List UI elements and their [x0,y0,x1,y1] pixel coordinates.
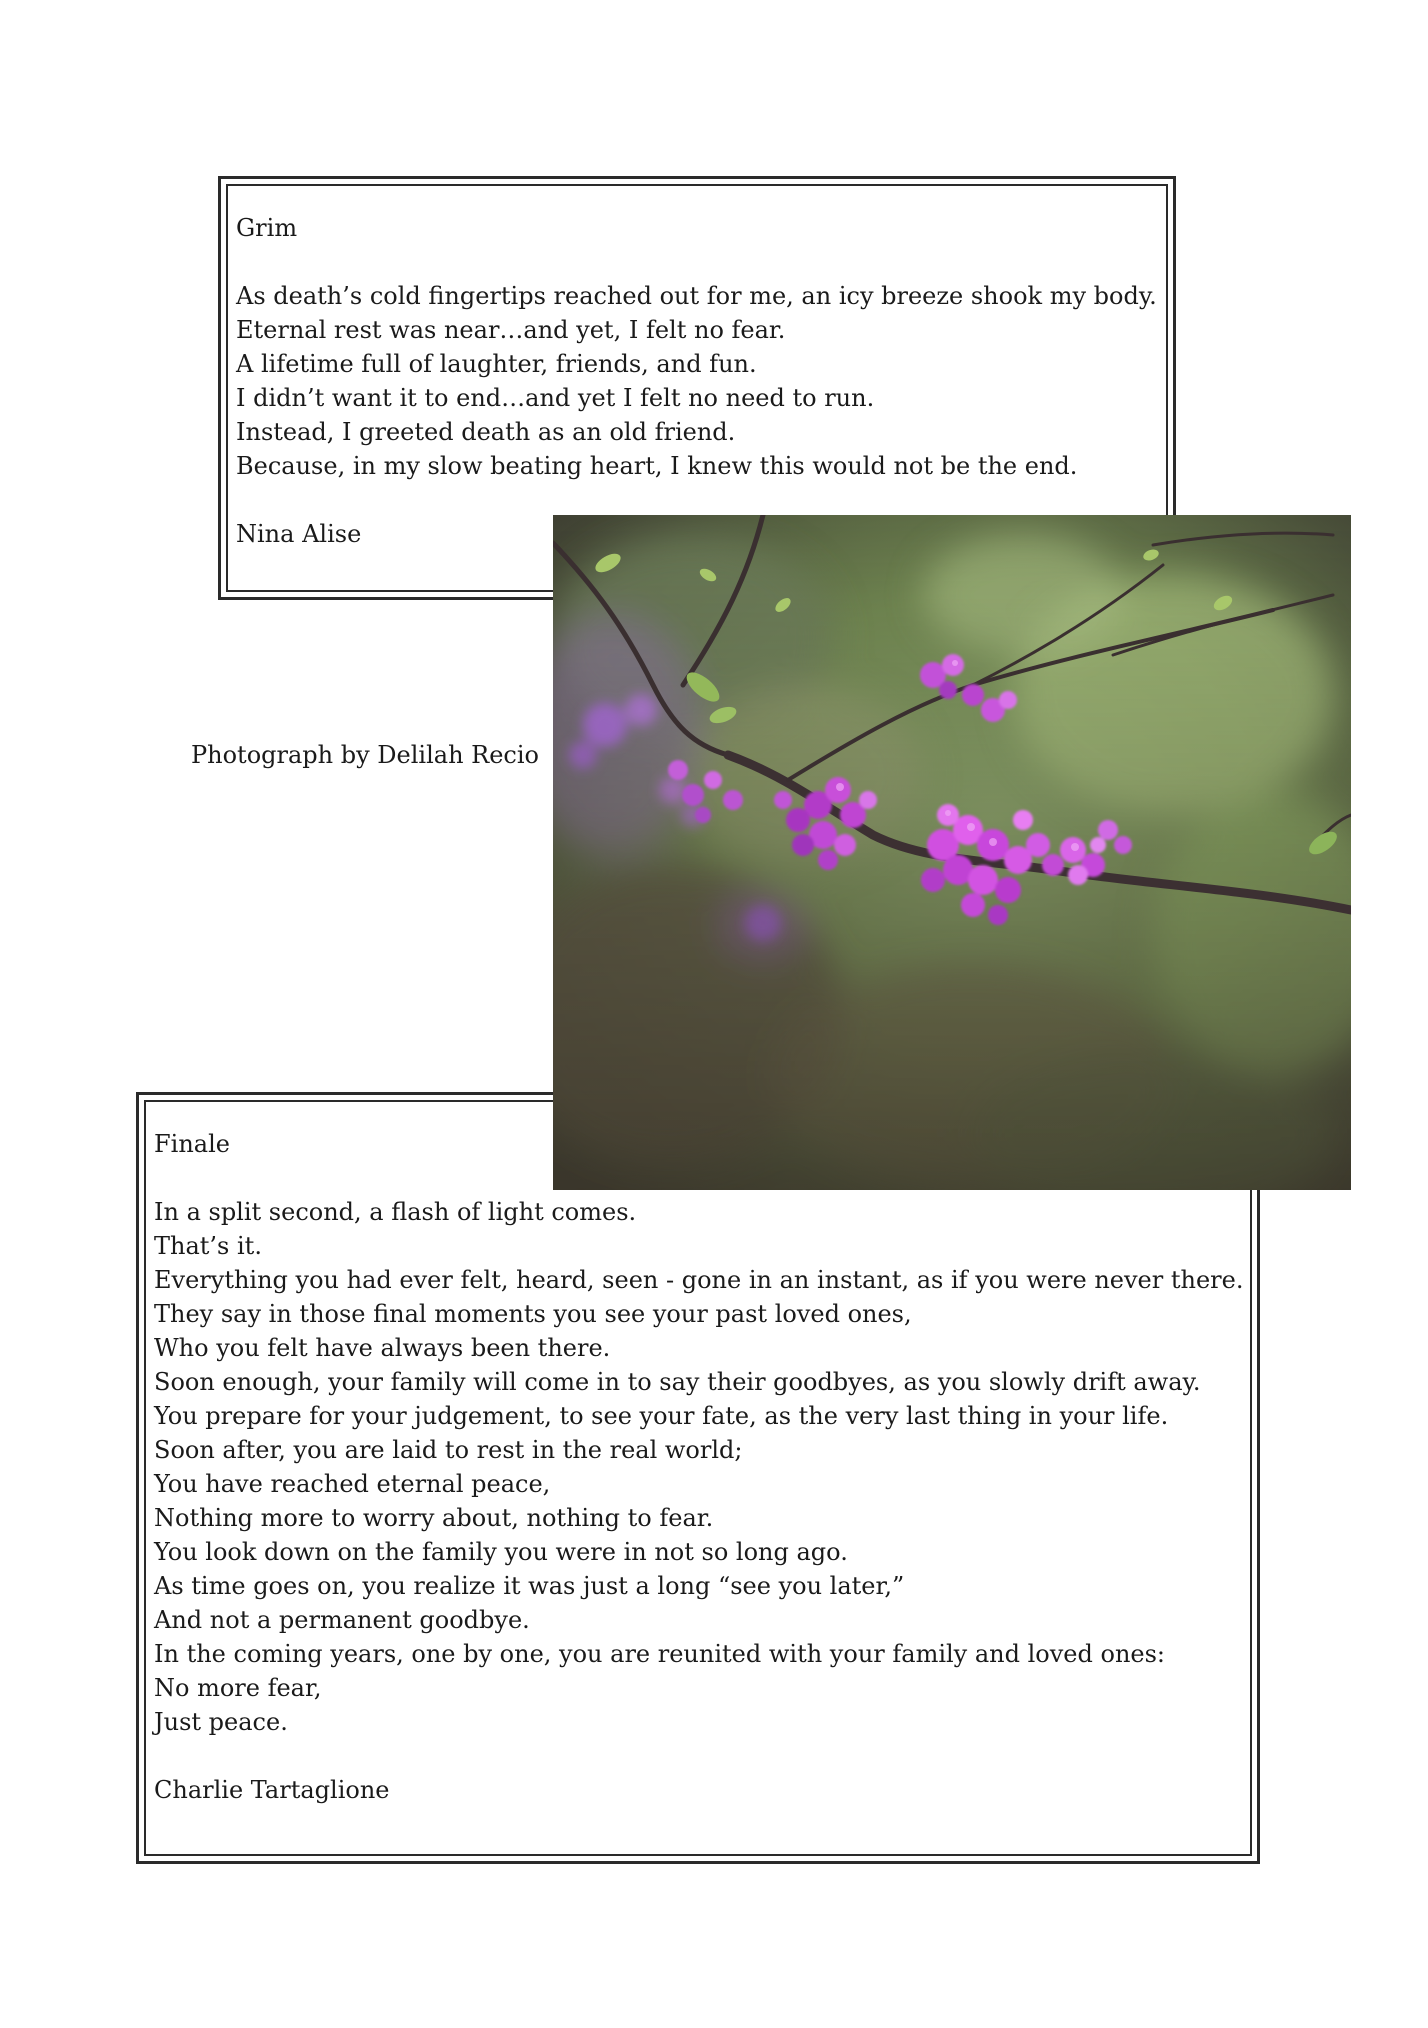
photo-caption: Photograph by Delilah Recio [191,741,539,769]
poem-line: In the coming years, one by one, you are reunited with your family and loved ones: [154,1640,1166,1668]
poem-line: That’s it. [154,1232,262,1260]
poem-line: No more fear, [154,1674,322,1702]
poem-author: Nina Alise [236,520,362,548]
poem-line: Everything you had ever felt, heard, seen - gone in an instant, as if you were never there. [154,1266,1244,1294]
poem-line: A lifetime full of laughter, friends, and fun. [236,350,757,378]
poem-line: Nothing more to worry about, nothing to fear. [154,1504,714,1532]
poem-line: And not a permanent goodbye. [154,1606,530,1634]
poem-line: Because, in my slow beating heart, I knew this would not be the end. [236,452,1078,480]
poem-line: Soon after, you are laid to rest in the real world; [154,1436,743,1464]
poem-frame-finale [136,1092,1260,1864]
photo-redbud-blossoms [553,515,1351,1190]
poem-line: Just peace. [154,1708,288,1736]
poem-line: You prepare for your judgement, to see your fate, as the very last thing in your life. [154,1402,1169,1430]
poem-title: Finale [154,1130,230,1158]
poem-line: Soon enough, your family will come in to say their goodbyes, as you slowly drift away. [154,1368,1201,1396]
poem-line: They say in those final moments you see your past loved ones, [154,1300,912,1328]
poem-line: As death’s cold fingertips reached out for me, an icy breeze shook my body. [236,282,1157,310]
poem-title: Grim [236,214,298,242]
poem-line: Instead, I greeted death as an old friend. [236,418,736,446]
poem-line: In a split second, a flash of light comes. [154,1198,637,1226]
poem-body [154,1195,1257,1739]
poem-body [236,279,1173,483]
poem-line: You look down on the family you were in not so long ago. [154,1538,848,1566]
poem-line: As time goes on, you realize it was just a long “see you later,” [154,1572,905,1600]
poem-line: You have reached eternal peace, [154,1470,551,1498]
poem-line: Who you felt have always been there. [154,1334,611,1362]
poem-line: I didn’t want it to end…and yet I felt no need to run. [236,384,875,412]
poem-line: Eternal rest was near…and yet, I felt no fear. [236,316,786,344]
poem-author: Charlie Tartaglione [154,1776,390,1804]
